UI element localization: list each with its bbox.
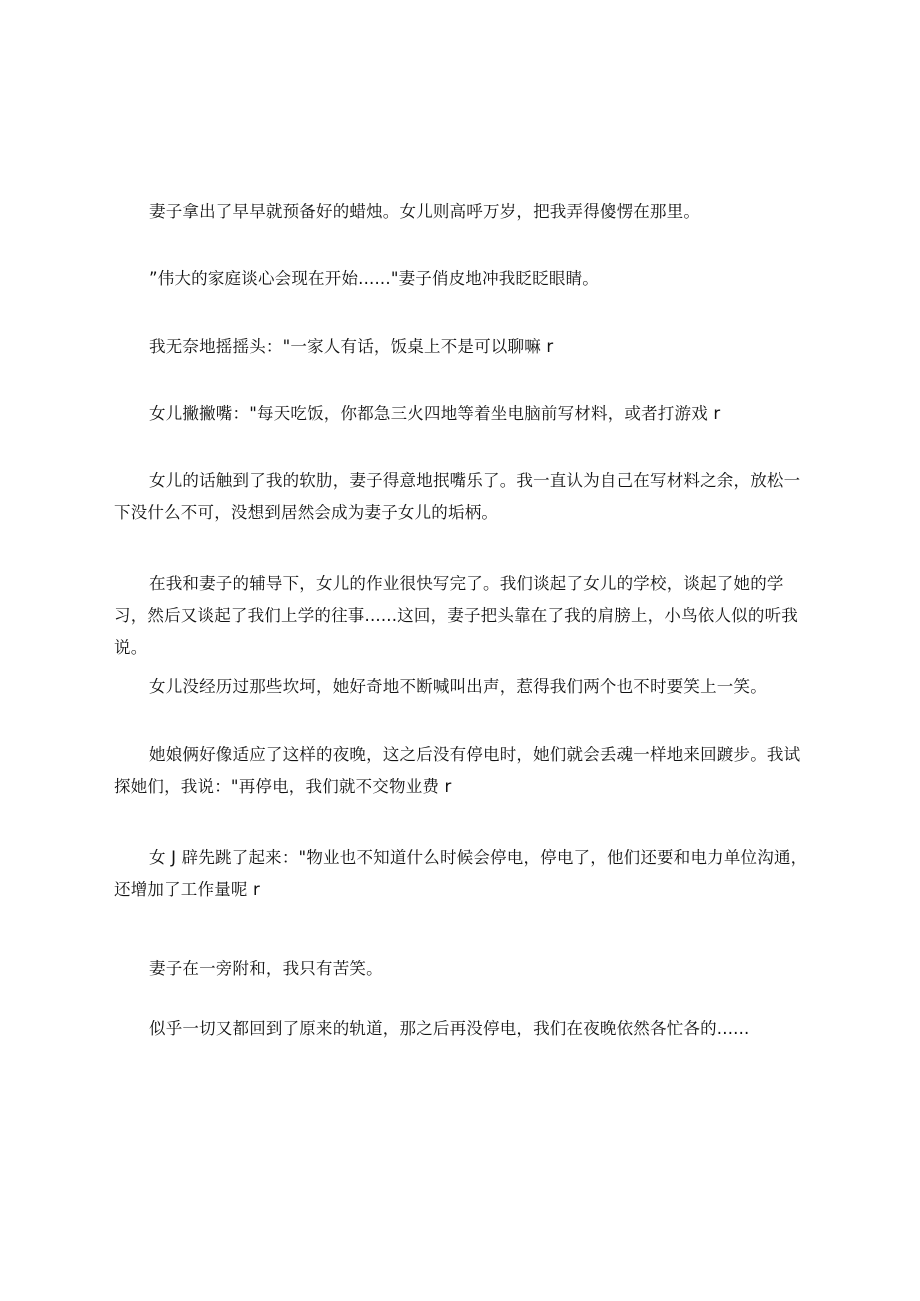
paragraph-5: 女儿的话触到了我的软肋，妻子得意地抿嘴乐了。我一直认为自己在写材料之余，放松一下没什么不可，没想到居然会成为妻子女儿的垢柄。 [114,471,801,522]
paragraph-3: 我无奈地摇摇头："一家人有话，饭桌上不是可以聊嘛 r [149,337,554,356]
paragraph-4: 女儿撇撇嘴："每天吃饭，你都急三火四地等着坐电脑前写材料，或者打游戏 r [149,404,721,423]
paragraph-6: 在我和妻子的辅导下，女儿的作业很快写完了。我们谈起了女儿的学校，谈起了她的学习，然后又谈起了我们上学的往事......这回，妻子把头靠在了我的肩膀上，小鸟依人似的听我说。 [114,574,798,657]
paragraph-10: 妻子在一旁附和，我只有苦笑。 [149,959,383,978]
paragraph-2: ”伟大的家庭谈心会现在开始......"妻子俏皮地冲我眨眨眼睛。 [149,269,600,288]
paragraph-8: 她娘俩好像适应了这样的夜晚，这之后没有停电时，她们就会丢魂一样地来回踱步。我试探她们，我说："再停电，我们就不交物业费 r [114,745,801,796]
paragraph-11: 似乎一切又都回到了原来的轨道，那之后再没停电，我们在夜晚依然各忙各的...... [149,1019,750,1038]
paragraph-7: 女儿没经历过那些坎坷，她好奇地不断喊叫出声，惹得我们两个也不时要笑上一笑。 [149,677,767,696]
paragraph-1: 妻子拿出了早早就预备好的蜡烛。女儿则高呼万岁，把我弄得傻愣在那里。 [149,202,701,221]
paragraph-9: 女 J 辟先跳了起来："物业也不知道什么时候会停电，停电了，他们还要和电力单位沟通，还增加了工作量呢 r [114,848,808,899]
